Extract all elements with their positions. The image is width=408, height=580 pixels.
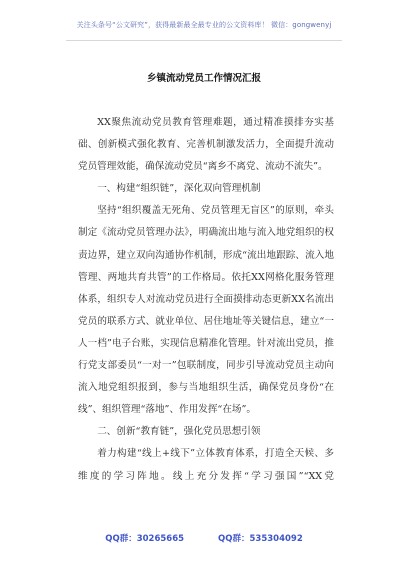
- promo-banner: 关注头条号“公文研究”，获得最新最全最专业的公文资料库！ 微信：gongwenyj: [76, 21, 332, 29]
- intro-paragraph: XX聚焦流动党员教育管理难题，通过精准摸排夯实基础、创新模式强化教育、完善机制激发活力，全面提升流动党员管理效能，确保流动党员“离乡不离党、流动不流失”。: [78, 117, 334, 173]
- qq-group-1: QQ群：30265665: [105, 534, 185, 544]
- section-heading-1: 一、构建“组织链”，深化双向管理机制: [97, 183, 261, 195]
- section-2-paragraph: 着力构建“线上+线下”立体教育体系，打造全天候、多维度的学习阵地。线上充分发挥“学习强国”“XX党: [78, 448, 334, 482]
- document-title: 乡镇流动党员工作情况汇报: [146, 73, 261, 84]
- document-body: [78, 112, 334, 488]
- section-heading-2: 二、创新“教育链”，强化党员思想引领: [97, 426, 261, 438]
- qq-group-2: QQ群：535304092: [218, 534, 303, 544]
- section-1-paragraph: 坚持“组织覆盖无死角、党员管理无盲区”的原则，牵头制定《流动党员管理办法》，明确流出地与流入地党组织的权责边界，建立双向沟通协作机制，形成“流出地跟踪、流入地管理、两地共育共管”的工作格局。依托XX网格化服务管理体系，组织专人对流动党员进行全面摸排动态更新XX名流出党员的联系方式、就业单位、居住地址等关键信息，建立“一人一档”电子台账，实现信息精准化管理。针对流出党员，推行党支部委员“一对一”包联制度，同步引导流动党员主动向流入地党组织报到，参与当地组织生活，确保党员身份“在线”、组织管理“落地”、作用发挥“在场”。: [78, 205, 334, 416]
- header-divider: [66, 40, 342, 41]
- page-footer: [0, 532, 408, 544]
